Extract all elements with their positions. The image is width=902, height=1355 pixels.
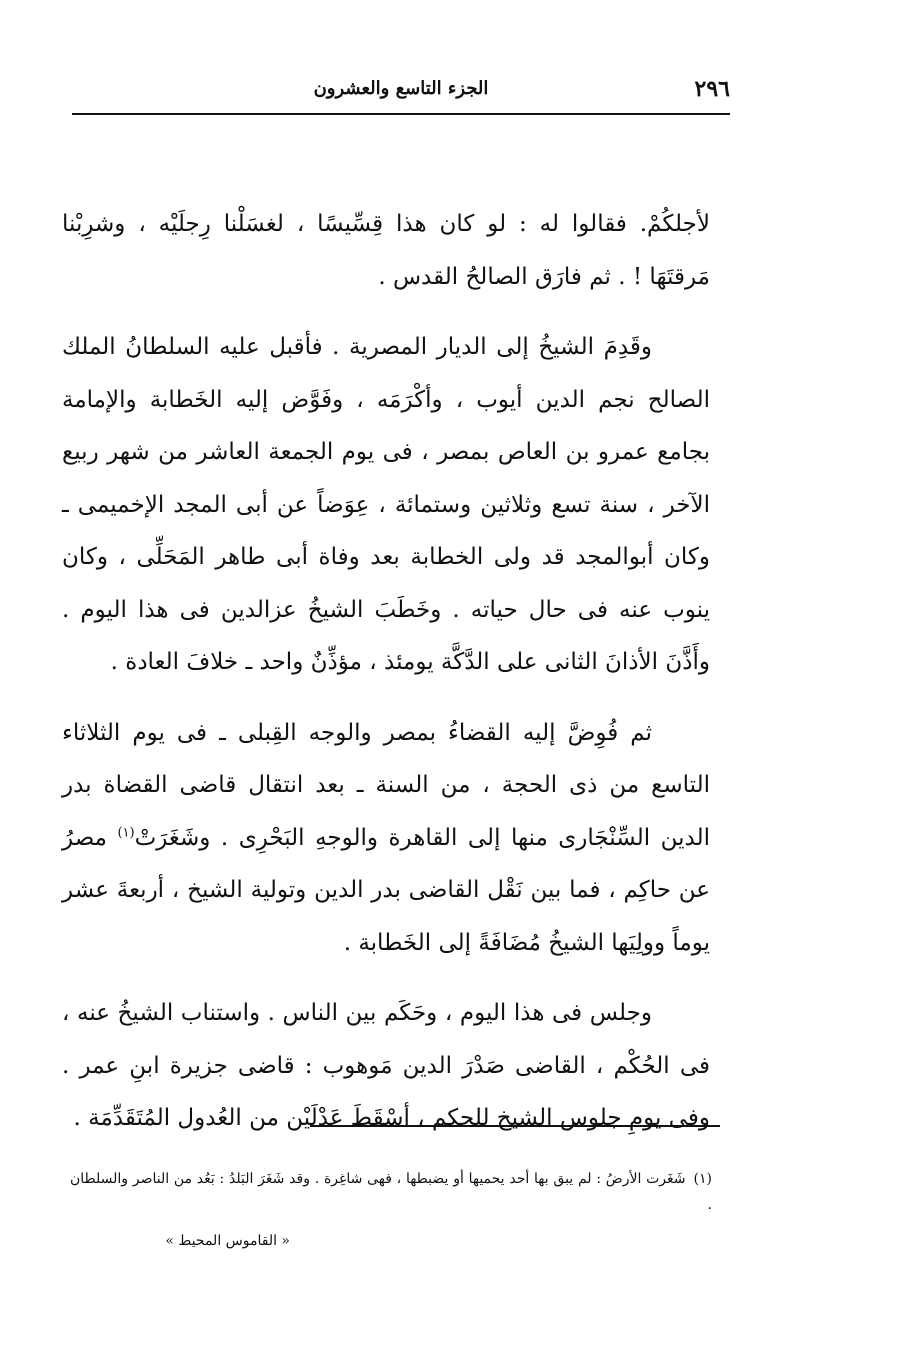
header-rule xyxy=(72,113,730,115)
paragraph: لأجلكُمْ. فقالوا له : لو كان هذا قِسِّيسًا ، لغسَلْنا رِجلَيْه ، وشرِبْنا مَرقتَهَا ! . ثم فارَق الصالحُ القدس . xyxy=(62,211,710,290)
paragraph-text: مصرُ عن حاكِم ، فما بين نَقْل القاضى بدر الدين وتولية الشيخ ، أربعةَ عشر يوماً وولِيَها الشيخُ مُضَافَةً إلى الخَطابة . xyxy=(62,824,710,956)
footnote xyxy=(70,1166,712,1218)
footnote-source: « القاموس المحيط » xyxy=(165,1233,290,1249)
paragraph-text: ثم فُوِضَّ إليه القضاءُ بمصر والوجه القِبلى ـ فى يوم الثلاثاء التاسع من ذى الحجة ، من السنة ـ بعد انتقال قاضى القضاة بدر الدين السِّنْجَارى منها إلى القاهرة والوجهِ البَحْرِى . وشَغَرَتْ xyxy=(62,719,710,851)
footnote-reference: (١) xyxy=(117,824,135,840)
footnote-number: (١) xyxy=(693,1171,712,1187)
running-title: الجزء التاسع والعشرون xyxy=(313,78,489,99)
footnote-rule xyxy=(310,1125,720,1127)
page-header xyxy=(72,72,730,108)
paragraph: وجلس فى هذا اليوم ، وحَكَم بين الناس . واستناب الشيخُ عنه ، فى الحُكْم ، القاضى صَدْرَ الدين مَوهوب : قاضى جزيرة ابنِ عمر . وفى يومِ جلوس الشيخ للحكم ، أسْقَطَ عَدْلَيْن من العُدول المُتَقَدِّمَة . xyxy=(62,1000,710,1131)
main-text xyxy=(62,198,710,1163)
page-number: ٢٩٦ xyxy=(694,76,730,102)
paragraph: وقَدِمَ الشيخُ إلى الديار المصرية . فأقبل عليه السلطانُ الملك الصالح نجم الدين أيوب ، وأكْرَمَه ، وفَوَّض إليه الخَطابة والإمامة بجامع عمرو بن العاص بمصر ، فى يوم الجمعة العاشر من شهر ربيع الآخر ، سنة تسع وثلاثين وستمائة ، عِوَضاً عن أبى المجد الإخميمى ـ وكان أبوالمجد قد ولى الخطابة بعد وفاة أبى طاهر المَحَلِّى ، وكان ينوب عنه فى حال حياته . وخَطَبَ الشيخُ عزالدين فى هذا اليوم . وأَذَّنَ الأذانَ الثانى على الدَّكَّة يومئذ ، مؤذِّنٌ واحد ـ خلافَ العادة . xyxy=(62,334,710,675)
paragraph xyxy=(62,707,710,970)
footnote-text: شَغَرت الأرضُ : لم يبق بها أحد يحميها أو يضبطها ، فهى شاغِرة . وقد شَغَرَ البَلدُ : بَعُد من الناصر والسلطان . xyxy=(70,1171,712,1213)
